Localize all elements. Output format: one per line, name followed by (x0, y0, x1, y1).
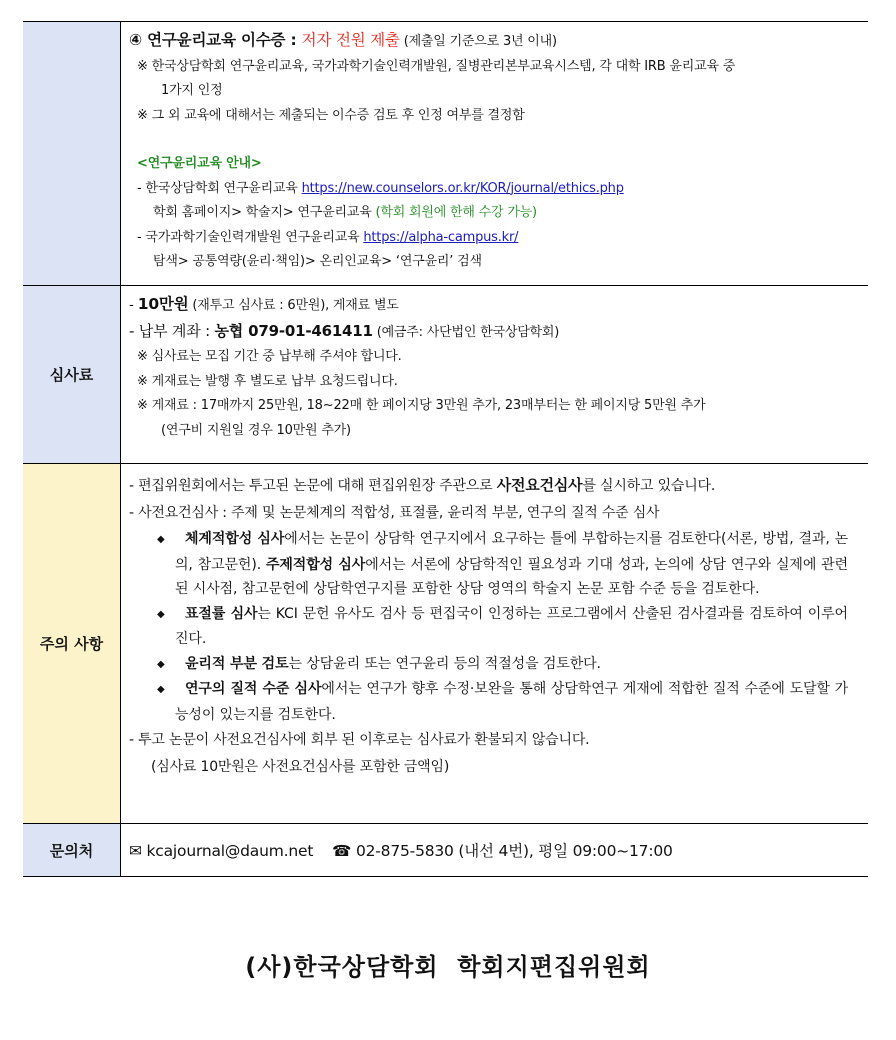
bullet-structure-review: ◆ 체계적합성 심사에서는 논문이 상담학 연구지에서 요구하는 틀에 부합하는지를 검토한다(서론, 방법, 결과, 논의, 참고문헌). 주제적합성 심사에서는 서론에 상담학적인 필요성과 기대 성과, 논의에 상담 연구와 실제에 관련된 시사점, 참고문헌에 상담학연구지를 포함한 상담 영역의 학술지 논문 포함 수준 등을 검토한다. (129, 527, 848, 602)
envelope-icon: ✉ (129, 842, 142, 860)
ethics-note-1: ※ 한국상담학회 연구윤리교육, 국가과학기술인력개발원, 질병관리본부교육시스템, 각 대학 IRB 윤리교육 중 (137, 58, 736, 74)
fee-note-2: ※ 게재료는 발행 후 별도로 납부 요청드립니다. (137, 373, 398, 389)
row-label-ethics (23, 22, 121, 286)
ethics-guide-kird-path: 탐색> 공통역량(윤리·책임)> 온리인교육> ‘연구윤리’ 검색 (153, 254, 482, 269)
contact-email[interactable]: kcajournal@daum.net (146, 842, 314, 860)
ethics-note-1-cont: 1가지 인정 (161, 83, 223, 98)
fee-note-1: ※ 심사료는 모집 기간 중 납부해 주셔야 합니다. (137, 349, 402, 364)
submission-guide-table (23, 21, 868, 877)
fee-note-3-cont: (연구비 지원일 경우 10만원 추가) (161, 422, 351, 438)
bullet-plagiarism-review: ◆ 표절률 심사는 KCI 문헌 유사도 검사 등 편집국이 인정하는 프로그램에서 산출된 검사결과를 검토하여 이루어진다. (129, 602, 848, 652)
bullet-quality-review: ◆ 연구의 질적 수준 심사에서는 연구가 향후 수정·보완을 통해 상담학연구 게재에 적합한 질적 수준에 도달할 가능성이 있는지를 검토한다. (129, 677, 848, 727)
ethics-guide-kca-path: 학회 홈페이지> 학술지> 연구윤리교육 (학회 회원에 한해 수강 가능) (153, 205, 537, 220)
ethics-heading: ④ 연구윤리교육 이수증 : 저자 전원 제출 (제출일 기준으로 3년 이내) (129, 31, 557, 49)
bullet-ethics-review: ◆ 윤리적 부분 검토는 상담윤리 또는 연구윤리 등의 적절성을 검토한다. (129, 652, 848, 678)
caution-no-refund: - 투고 논문이 사전요건심사에 회부 된 이후로는 심사료가 환불되지 않습니다. (129, 732, 590, 748)
diamond-bullet-icon: ◆ (157, 608, 165, 620)
contact-phone: 02-875-5830 (내선 4번), 평일 09:00~17:00 (355, 842, 673, 860)
ethics-guide-title: <연구윤리교육 안내> (137, 156, 262, 171)
ethics-note-2: ※ 그 외 교육에 대해서는 제출되는 이수증 검토 후 인정 여부를 결정함 (137, 107, 525, 123)
row-contact (23, 824, 868, 877)
row-label-cautions: 주의 사항 (23, 464, 121, 824)
diamond-bullet-icon: ◆ (157, 658, 165, 670)
row-ethics-certificate (23, 22, 868, 286)
ethics-guide-kird: - 국가과학기술인력개발원 연구윤리교육 https://alpha-campus.kr/ (137, 229, 519, 245)
alpha-campus-link[interactable]: https://alpha-campus.kr/ (363, 229, 519, 245)
organization-footer: (사)한국상담학회 학회지편집위원회 (245, 953, 651, 981)
row-label-contact: 문의처 (23, 824, 121, 877)
row-review-fee (23, 286, 868, 464)
fee-account: - 납부 계좌 : 농협 079-01-461411 (예금주: 사단법인 한국상담학회) (129, 321, 560, 340)
bank-account: 농협 079-01-461411 (214, 321, 373, 340)
ethics-guide-kca: - 한국상담학회 연구윤리교육 https://new.counselors.or.kr/KOR/journal/ethics.php (137, 180, 624, 196)
caution-no-refund-note: (심사료 10만원은 사전요건심사를 포함한 금액임) (151, 759, 450, 775)
diamond-bullet-icon: ◆ (157, 534, 165, 545)
contact-content (121, 824, 869, 877)
diamond-bullet-icon: ◆ (157, 684, 165, 695)
fee-note-3: ※ 게재료 : 17매까지 25만원, 18~22매 한 페이지당 3만원 추가, 23매부터는 한 페이지당 5만원 추가 (137, 398, 706, 413)
review-fee-content (121, 286, 869, 464)
row-label-review-fee: 심사료 (23, 286, 121, 464)
cautions-content (121, 464, 869, 824)
caution-pre-review: - 편집위원회에서는 투고된 논문에 대해 편집위원장 주관으로 사전요건심사를 실시하고 있습니다. (129, 476, 716, 494)
row-cautions (23, 464, 868, 824)
kca-ethics-link[interactable]: https://new.counselors.or.kr/KOR/journal/ethics.php (301, 180, 624, 196)
phone-icon: ☎ (332, 842, 352, 860)
all-authors-required: 저자 전원 제출 (301, 31, 400, 49)
caution-pre-review-scope: - 사전요건심사 : 주제 및 논문체계의 적합성, 표절률, 윤리적 부분, 연구의 질적 수준 심사 (129, 505, 660, 521)
ethics-content (121, 22, 869, 286)
fee-amount: - 10만원 (재투고 심사료 : 6만원), 게재료 별도 (129, 295, 399, 313)
members-only-note: (학회 회원에 한해 수강 가능) (375, 205, 537, 220)
